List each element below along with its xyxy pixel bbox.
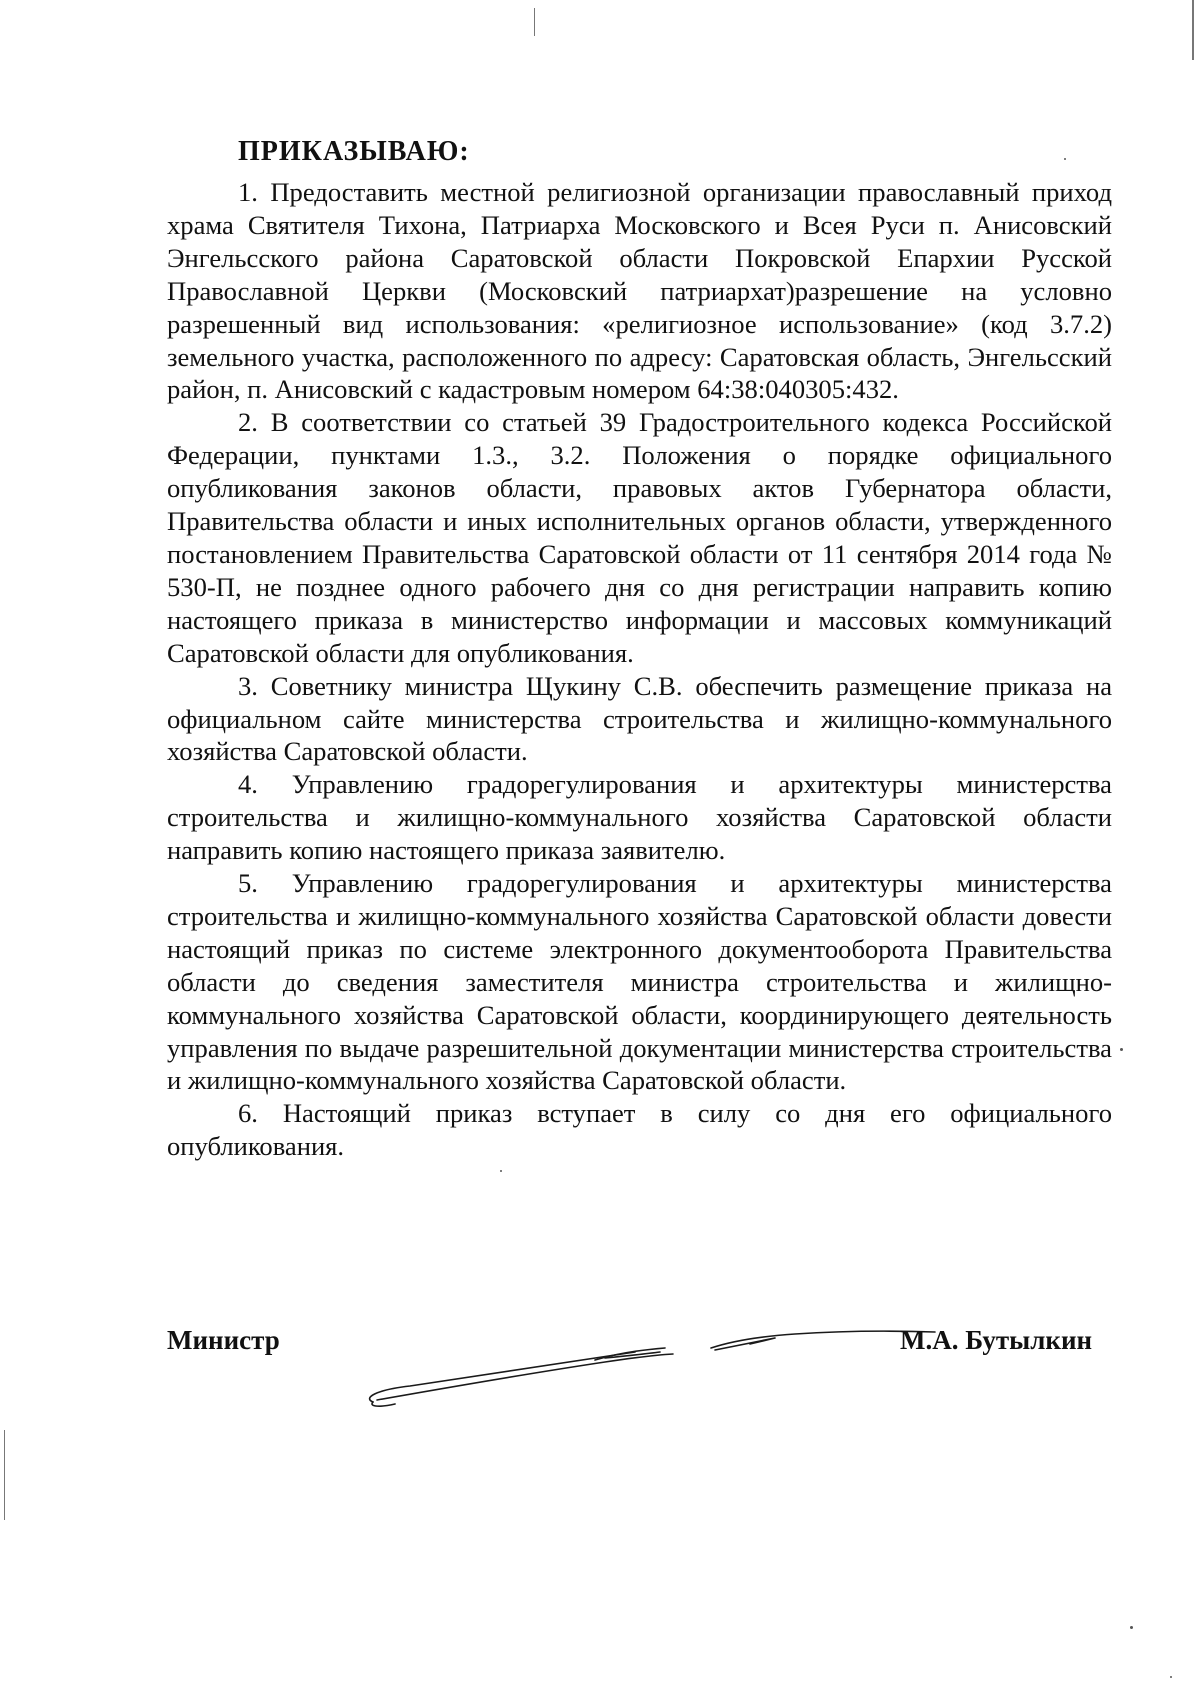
signatory-name: М.А. Бутылкин (900, 1325, 1093, 1355)
scan-speck (1170, 1676, 1172, 1678)
order-paragraph-1: 1. Предоставить местной религиозной организации православный приход храма Святителя Тихона, Патриарха Московского и Всея Руси п. Анисовский Энгельсского района Саратовской области Покровской Епархии Русской Православной Церкви (Московский патриархат)разрешение на условно разрешенный вид использования: «религиозное использование» (код 3.7.2) земельного участка, расположенного по адресу: Саратовская область, Энгельсский район, п. Анисовский с кадастровым номером 64:38:040305:432. (167, 177, 1112, 405)
signatory-title: Министр (167, 1325, 280, 1355)
scan-speck (1064, 158, 1066, 160)
order-paragraph-6: 6. Настоящий приказ вступает в силу со дня его официального опубликования. (167, 1098, 1112, 1162)
scan-speck (1130, 1626, 1133, 1629)
handwritten-signature (355, 1310, 955, 1420)
scan-speck (500, 1170, 502, 1172)
order-body (167, 176, 1112, 1163)
order-paragraph-5: 5. Управлению градорегулирования и архитектуры министерства строительства и жилищно-коммунального хозяйства Саратовской области довести настоящий приказ по системе электронного документооборота Правительства области до сведения заместителя министра строительства и жилищно-коммунального хозяйства Саратовской области, координирующего деятельность управления по выдаче разрешительной документации министерства строительства и жилищно-коммунального хозяйства Саратовской области. (167, 868, 1112, 1096)
scan-edge-mark (4, 1430, 5, 1520)
order-paragraph-4: 4. Управлению градорегулирования и архитектуры министерства строительства и жилищно-коммунального хозяйства Саратовской области направить копию настоящего приказа заявителю. (167, 769, 1112, 866)
scan-edge-mark (1192, 0, 1194, 60)
scan-edge-mark (534, 8, 535, 36)
order-paragraph-2: 2. В соответствии со статьей 39 Градостроительного кодекса Российской Федерации, пунктами 1.3., 3.2. Положения о порядке официального опубликования законов области, правовых актов Губернатора области, Правительства области и иных исполнительных органов области, утвержденного постановлением Правительства Саратовской области от 11 сентября 2014 года № 530-П, не позднее одного рабочего дня со дня регистрации направить копию настоящего приказа в министерство информации и массовых коммуникаций Саратовской области для опубликования. (167, 407, 1112, 668)
order-paragraph-3: 3. Советнику министра Щукину С.В. обеспечить размещение приказа на официальном сайте министерства строительства и жилищно-коммунального хозяйства Саратовской области. (167, 670, 1112, 767)
scan-speck (1120, 1048, 1123, 1051)
order-heading: ПРИКАЗЫВАЮ: (238, 136, 470, 167)
